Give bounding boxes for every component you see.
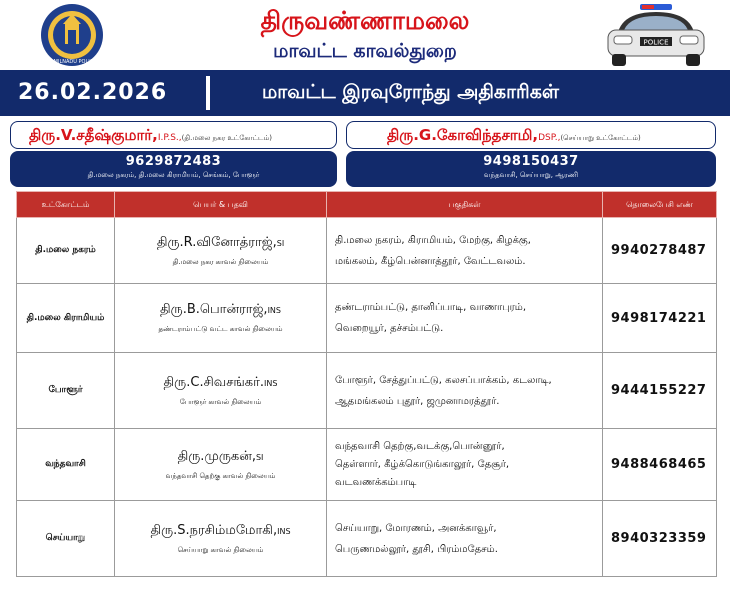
officer-name: திரு.R.வினோத்ராஜ், (156, 234, 277, 250)
table-row (17, 284, 717, 353)
officer-designation: I.P.S., (157, 133, 182, 143)
officer-areas: தி.மலை நகரம், தி.மலை கிராமியம், செங்கம், போளூர் (87, 171, 260, 179)
police-car-icon (600, 2, 712, 68)
officer-contact-1 (10, 151, 337, 187)
table-row (17, 218, 717, 284)
subdivision-cell: தி.மலை கிராமியம் (17, 284, 115, 353)
table-row (17, 353, 717, 429)
officer-station: வந்தவாசி தெற்கு காவல் நிலையம் (165, 471, 276, 480)
phone-cell: 9444155227 (603, 353, 717, 429)
officer-cell (115, 284, 327, 353)
area-line: வடவணக்கம்பாடி (335, 476, 417, 488)
header-areas: பகுதிகள் (327, 192, 603, 218)
officer-box-1 (10, 121, 337, 149)
table-row (17, 429, 717, 501)
officer-cell (115, 353, 327, 429)
band-title: மாவட்ட இரவுரோந்து அதிகாரிகள் (262, 81, 559, 103)
officer-phone: 9498150437 (483, 154, 579, 169)
phone-cell: 8940323359 (603, 501, 717, 577)
officer-designation: DSP., (538, 133, 561, 143)
officer-name: திரு.C.சிவசங்கர். (163, 374, 265, 390)
officer-phone: 9629872483 (125, 154, 222, 169)
subdivision-cell: போளூர் (17, 353, 115, 429)
officer-jurisdiction: (தி.மலை நகர உட்கோட்டம்) (181, 134, 272, 142)
officer-name: திரு.B.பொன்ராஜ், (160, 302, 268, 317)
officer-areas: வந்தவாசி, செய்யாறு, ஆரணி (483, 171, 579, 179)
date-title-band (0, 70, 730, 116)
table-row (17, 501, 717, 577)
areas-cell (327, 353, 603, 429)
area-line: வந்தவாசி தெற்கு,வடக்கு,பொன்னூர், (335, 440, 505, 452)
officer-station: போளூர் காவல் நிலையம் (179, 397, 262, 406)
officer-name-line (115, 375, 326, 391)
subdivision-cell: வந்தவாசி (17, 429, 115, 501)
officer-name-line (115, 302, 326, 318)
areas-cell (327, 284, 603, 353)
subdivision-cell: செய்யாறு (17, 501, 115, 577)
phone-cell: 9498174221 (603, 284, 717, 353)
officer-name: திரு.G.கோவிந்தசாமி, (387, 126, 539, 144)
officer-contact-2 (346, 151, 716, 187)
district-title: திருவண்ணாமலை (260, 6, 470, 35)
areas-cell (327, 429, 603, 501)
officer-name-line (115, 523, 326, 539)
car-text: POLICE (643, 38, 669, 47)
officer-cell (115, 218, 327, 284)
area-line: போளூர், சேத்துப்பட்டு, கலசப்பாக்கம், கடலாடி, (335, 374, 552, 386)
officer-name-line (115, 235, 326, 251)
officer-station: தண்டராம்பட்டு வட்ட காவல் நிலையம் (158, 325, 283, 333)
officer-jurisdiction: (செய்யாறு உட்கோட்டம்) (560, 134, 641, 142)
officer-box-2 (346, 121, 716, 149)
area-line: தண்டராம்பட்டு, தானிப்பாடி, வாணாபுரம், (335, 302, 527, 313)
officer-name: திரு.V.சதீஷ்குமார், (29, 126, 158, 144)
area-line: வெறையூர், தச்சம்பட்டு. (335, 323, 444, 334)
officer-designation: INS (267, 306, 281, 315)
officer-designation: SI (276, 238, 285, 248)
area-line: தி.மலை நகரம், கிராமியம், மேற்கு, கிழக்கு, (335, 234, 531, 246)
officer-name: திரு.S.நரசிம்மமோகி, (150, 522, 278, 538)
areas-cell (327, 218, 603, 284)
officer-designation: SI (255, 452, 264, 462)
area-line: மங்கலம், கீழ்பென்னாத்தூர், வேட்டவலம். (335, 255, 526, 267)
area-line: பெருணமல்லூர், தூசி, பிரம்மதேசம். (335, 543, 498, 555)
header-phone: தொலைபேசி எண் (603, 192, 717, 218)
page-header (0, 0, 730, 70)
phone-cell: 9488468465 (603, 429, 717, 501)
patrol-officers-table (16, 191, 717, 577)
header-name-designation: பெயர் & பதவி (115, 192, 327, 218)
date-label: 26.02.2026 (18, 80, 168, 105)
officer-station: செய்யாறு காவல் நிலையம் (177, 545, 264, 554)
officer-designation: INS (264, 378, 278, 388)
header-subdivision: உட்கோட்டம் (17, 192, 115, 218)
officer-station: தி.மலை நகர காவல் நிலையம் (172, 257, 269, 266)
officer-cell (115, 501, 327, 577)
officer-designation: INS (277, 526, 291, 536)
officer-name-line (115, 449, 326, 465)
subdivision-cell: தி.மலை நகரம் (17, 218, 115, 284)
officer-cell (115, 429, 327, 501)
emblem-text: TAMILNADU POLICE (47, 59, 97, 65)
police-title: மாவட்ட காவல்துறை (273, 40, 457, 62)
area-line: செய்யாறு, மோரணம், அனக்காவூர், (335, 522, 497, 534)
areas-cell (327, 501, 603, 577)
area-line: தெள்ளார், கீழ்க்கொடுங்காலூர், தேசூர், (335, 458, 510, 470)
band-separator (206, 76, 210, 110)
area-line: ஆதமங்கலம் புதூர், ஜமுனாமரத்தூர். (335, 395, 500, 407)
officer-name: திரு.முருகன், (177, 448, 256, 464)
table-header-row (17, 192, 717, 218)
phone-cell: 9940278487 (603, 218, 717, 284)
